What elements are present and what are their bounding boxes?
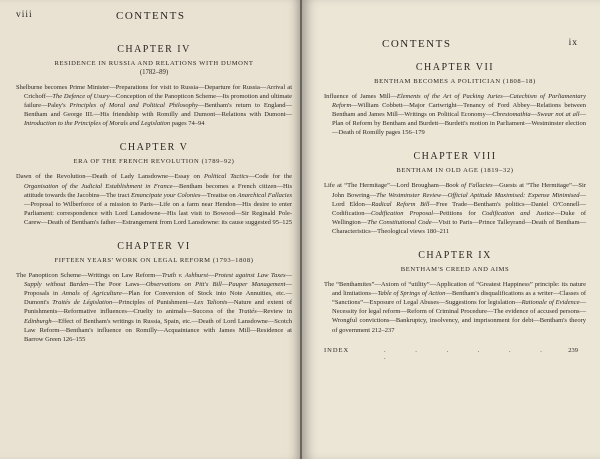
page-number-right: ix xyxy=(568,38,578,48)
chapter-summary xyxy=(16,172,292,227)
running-header-left xyxy=(16,10,292,22)
chapter-title: BENTHAM'S CREED AND AIMS xyxy=(400,266,510,274)
page-header-right: CONTENTS xyxy=(382,38,452,50)
summary-text: Dawn of the Revolution—Death of Lady Lansdowne—Essay on Political Tactics—Code for the Organisation of the Judicial Establishment in France—Bentham becomes a French citizen—His attitude towards the Jacobins—The tract Emancipate your Colonies—Treatise on Anarchical Fallacies—Proposal to Wilberforce of a mission to Paris—Life on a farm near Hendon—His desire to enter Parliament: correspondence with Lord Lansdowne—His last visit to Bowood—Sir Reginald Pole-Carew—Death of Bentham's father—Estrangement from Lord Lansdowne: its cause suggested xyxy=(16,173,292,226)
chapter-title: ERA OF THE FRENCH REVOLUTION (1789–92) xyxy=(73,158,235,166)
page-range: pages 156–179 xyxy=(385,129,425,137)
chapter-vii xyxy=(324,62,586,137)
summary-text: The “Benthamites”—Axiom of “utility”—Application of “Greatest Happiness” principle: its nature and limitations—Table of Springs of Action—Bentham's disqualifications as a writer—Classes of “Sanctions”—Exposure of Legal Abuses—Suggestions for legislation—Rationale of Evidence—Necessity for legal reform—Reform of Criminal Procedure—The evidence of accused persons—Wrongful convictions—Bankruptcy, insolvency, and imprisonment for debt—Bentham's theory of government xyxy=(324,281,586,334)
chapter-summary xyxy=(16,271,292,344)
chapter-summary xyxy=(324,92,586,137)
chapter-heading: CHAPTER VII xyxy=(415,62,495,73)
summary-text: The Panopticon Scheme—Writings on Law Reform—Truth v. Ashhurst—Protest against Law Taxes—Supply without Burden—The Poor Laws—Observations on Pitt's Bill—Pauper Management—Proposals in Annals of Agriculture—Plan for Conversion of Stock into Note Annuities, etc.—Dumont's Traités de Législation—Principles of Punishment—Lex Talionis—Nature and extent of Punishments—Reformative influences—Cruelty to animals—Success of the Traités—Review in Edinburgh—Effect of Bentham's writings in Russia, Spain, etc.—Death of Lord Lansdowne—Scotch Law Reform—Bentham's influence on Romilly—Acquaintance with James Mill—Residence at Barrow Green xyxy=(16,272,292,343)
page-range: 180–211 xyxy=(426,227,450,235)
page-range: 95–125 xyxy=(272,218,292,226)
chapter-title: BENTHAM IN OLD AGE (1819–32) xyxy=(396,167,514,175)
page-range: 212–237 xyxy=(371,326,395,334)
index-page: 239 xyxy=(568,346,578,354)
summary-text: Shelburne becomes Prime Minister—Preparations for visit to Russia—Departure for Russia—Arrival at Crichoff—The Defence of Usury—Conception of the Panopticon Scheme—Its promotion and ultimate failure—Paley's Principles of Moral and Political Philosophy—Bentham's return to England—Bentham and George III.—His friendship with Romilly and Dumont—Relations with Dumont—Introduction to the Principles of Morals and Legislation xyxy=(16,84,293,128)
chapter-heading: CHAPTER V xyxy=(119,142,189,154)
summary-text: Influence of James Mill—Elements of the Art of Packing Juries—Catechism of Parliamentary Reform—William Cobbett—Major Cartwright—Tenancy of Ford Abbey—Relations between Bentham and James Mill—Writings on Political Economy—Chrestomathia—Swear not at all—Plan of Reform by Bentham and Burdett—Burdett's motion in Parliament—Westminster election—Death of Romilly xyxy=(324,93,586,137)
page-range: pages 74–94 xyxy=(171,120,205,128)
chapter-ix xyxy=(324,250,586,335)
chapter-heading: CHAPTER IX xyxy=(418,250,492,262)
chapter-title: FIFTEEN YEARS' WORK ON LEGAL REFORM (1793–1808) xyxy=(54,257,254,265)
chapter-heading: CHAPTER VI xyxy=(117,241,191,253)
page-header-left: CONTENTS xyxy=(116,10,186,22)
leader-dots: . . . . . . . xyxy=(384,346,556,361)
chapter-summary xyxy=(16,83,292,128)
chapter-title: BENTHAM BECOMES A POLITICIAN (1808–18) xyxy=(374,78,536,85)
chapter-viii xyxy=(324,151,586,236)
summary-text: Life at “The Hermitage”—Lord Brougham—Book of Fallacies—Guests at “The Hermitage”—Sir John Bowring—The Westminster Review—Official Aptitude Maximised: Expense Minimised—Lord Eldon—Radical Reform Bill—Free Trade—Bentham's politics—Daniel O'Connell—Codification—Codification Proposal—Petitions for Codification and Justice—Duke of Wellington—The Constitutional Code—Visit to Paris—Prince Talleyrand—Death of Bentham—Characteristics—Theological views xyxy=(324,182,587,235)
chapter-dates: (1782–89) xyxy=(139,69,169,76)
chapter-vi xyxy=(16,241,292,344)
chapter-heading: CHAPTER VIII xyxy=(413,151,497,163)
chapter-v xyxy=(16,142,292,227)
index-entry xyxy=(324,346,586,361)
index-label: INDEX xyxy=(324,346,350,354)
running-header-right xyxy=(324,38,586,50)
chapter-heading: CHAPTER IV xyxy=(117,44,191,55)
chapter-title: RESIDENCE IN RUSSIA AND RELATIONS WITH DUMONT xyxy=(54,60,254,67)
page-range: 126–155 xyxy=(62,335,86,343)
page-number-left: viii xyxy=(16,10,33,20)
chapter-summary xyxy=(324,280,586,335)
chapter-iv xyxy=(16,44,292,128)
chapter-summary xyxy=(324,181,586,236)
right-page xyxy=(302,0,600,459)
